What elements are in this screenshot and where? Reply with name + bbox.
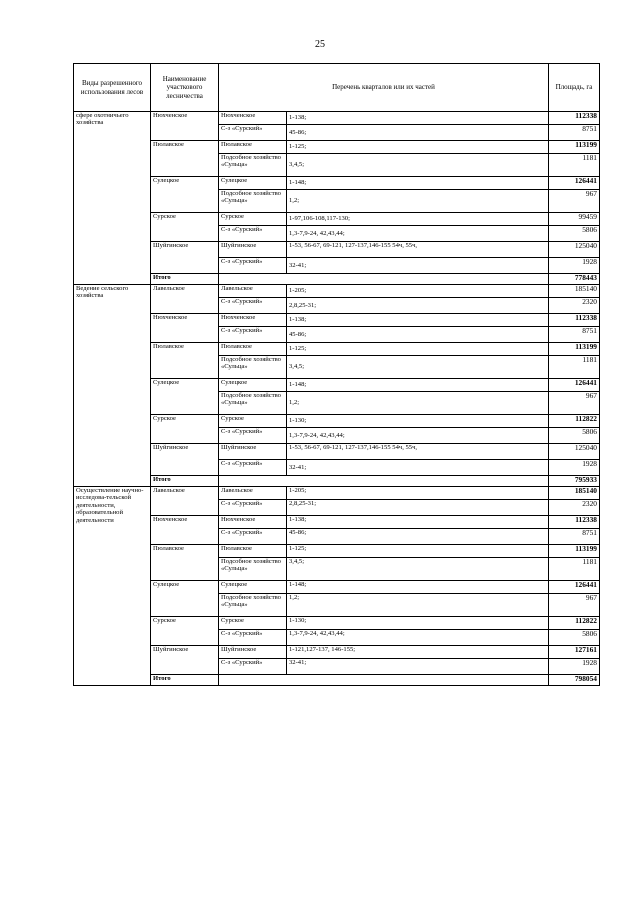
area-cell: 8751 <box>549 125 600 141</box>
quarter-range-cell: 1-148; <box>287 581 549 594</box>
quarter-range-cell: 1-97,106-108,117-130; <box>287 213 549 226</box>
forestry-cell: Сулецкое <box>151 177 219 213</box>
area-cell: 113199 <box>549 545 600 558</box>
subdivision-cell: Подсобное хозяйство «Сульца» <box>219 392 287 415</box>
quarter-range-cell: 1-125; <box>287 141 549 154</box>
use-type-cell: Ведение сельского хозяйства <box>74 285 151 487</box>
area-cell: 127161 <box>549 646 600 659</box>
header-row <box>74 64 600 112</box>
use-type-cell: Осуществление научно-исследова-тельской деятельности, образовательной деятельности <box>74 487 151 686</box>
area-cell: 5806 <box>549 226 600 242</box>
total-label: Итого <box>151 476 219 487</box>
forestry-cell: Нюхченское <box>151 314 219 343</box>
area-cell: 126441 <box>549 581 600 594</box>
forestry-cell: Нюхченское <box>151 112 219 141</box>
header-forestry: Наименование участкового лесничества <box>151 64 219 112</box>
forestry-cell: Пюлавское <box>151 343 219 379</box>
subdivision-cell: Нюхченское <box>219 314 287 327</box>
subdivision-cell: Нюхченское <box>219 516 287 529</box>
quarter-range-cell: 1-148; <box>287 177 549 190</box>
use-type-cell: сфере охотничьего хозяйства <box>74 112 151 285</box>
area-cell: 112338 <box>549 112 600 125</box>
total-label: Итого <box>151 274 219 285</box>
area-cell: 126441 <box>549 177 600 190</box>
page-number: 25 <box>315 39 325 50</box>
area-cell: 2320 <box>549 500 600 516</box>
table-row <box>74 444 600 460</box>
forestry-cell: Пюлавское <box>151 545 219 581</box>
area-cell: 112338 <box>549 516 600 529</box>
table-row <box>74 213 600 226</box>
subdivision-cell: С-з «Сурский» <box>219 226 287 242</box>
subdivision-cell: Сурское <box>219 617 287 630</box>
forestry-cell: Пюлавское <box>151 141 219 177</box>
total-empty-cell <box>219 476 549 487</box>
quarter-range-cell: 1-148; <box>287 379 549 392</box>
subdivision-cell: С-з «Сурский» <box>219 529 287 545</box>
area-cell: 112822 <box>549 415 600 428</box>
area-cell: 1181 <box>549 558 600 581</box>
table-row <box>74 242 600 258</box>
subdivision-cell: С-з «Сурский» <box>219 630 287 646</box>
area-cell: 125040 <box>549 444 600 460</box>
quarter-range-cell: 1-125; <box>287 343 549 356</box>
subdivision-cell: Сулецкое <box>219 177 287 190</box>
table-row <box>74 545 600 558</box>
table-row <box>74 177 600 190</box>
subdivision-cell: Подсобное хозяйство «Сульца» <box>219 154 287 177</box>
forestry-cell: Лавельское <box>151 285 219 314</box>
forestry-cell: Шуйгинское <box>151 242 219 274</box>
quarter-range-cell: 45-86; <box>287 327 549 343</box>
area-cell: 967 <box>549 392 600 415</box>
area-cell: 8751 <box>549 529 600 545</box>
subdivision-cell: Шуйгинское <box>219 242 287 258</box>
quarter-range-cell: 2,8,25-31; <box>287 298 549 314</box>
forestry-cell: Шуйгинское <box>151 646 219 675</box>
subdivision-cell: Сулецкое <box>219 581 287 594</box>
total-row <box>74 675 600 686</box>
area-cell: 1928 <box>549 258 600 274</box>
quarter-range-cell: 45-86; <box>287 529 549 545</box>
quarter-range-cell: 3,4,5; <box>287 558 549 581</box>
subdivision-cell: С-з «Сурский» <box>219 500 287 516</box>
subdivision-cell: Пюлавское <box>219 545 287 558</box>
area-cell: 99459 <box>549 213 600 226</box>
quarter-range-cell: 3,4,5; <box>287 356 549 379</box>
quarter-range-cell: 1,2; <box>287 594 549 617</box>
area-cell: 5806 <box>549 630 600 646</box>
subdivision-cell: Пюлавское <box>219 343 287 356</box>
forest-use-table <box>73 63 600 686</box>
quarter-range-cell: 1-138; <box>287 516 549 529</box>
total-empty-cell <box>219 675 549 686</box>
subdivision-cell: Подсобное хозяйство «Сульца» <box>219 356 287 379</box>
quarter-range-cell: 1,3-7,9-24, 42,43,44; <box>287 226 549 242</box>
total-area-cell: 798054 <box>549 675 600 686</box>
subdivision-cell: С-з «Сурский» <box>219 327 287 343</box>
quarter-range-cell: 1-125; <box>287 545 549 558</box>
total-area-cell: 795933 <box>549 476 600 487</box>
subdivision-cell: С-з «Сурский» <box>219 659 287 675</box>
subdivision-cell: Сурское <box>219 415 287 428</box>
area-cell: 112822 <box>549 617 600 630</box>
quarter-range-cell: 1,3-7,9-24, 42,43,44; <box>287 630 549 646</box>
table-row <box>74 617 600 630</box>
quarter-range-cell: 1-130; <box>287 617 549 630</box>
subdivision-cell: Сурское <box>219 213 287 226</box>
quarter-range-cell: 32-41; <box>287 258 549 274</box>
table-body <box>74 112 600 686</box>
area-cell: 185140 <box>549 487 600 500</box>
area-cell: 2320 <box>549 298 600 314</box>
area-cell: 5806 <box>549 428 600 444</box>
subdivision-cell: Шуйгинское <box>219 444 287 460</box>
area-cell: 967 <box>549 594 600 617</box>
header-area: Площадь, га <box>549 64 600 112</box>
subdivision-cell: Нюхченское <box>219 112 287 125</box>
area-cell: 125040 <box>549 242 600 258</box>
header-quarters: Перечень кварталов или их частей <box>219 64 549 112</box>
table-row <box>74 314 600 327</box>
quarter-range-cell: 1-130; <box>287 415 549 428</box>
table-row <box>74 415 600 428</box>
quarter-range-cell: 3,4,5; <box>287 154 549 177</box>
forestry-cell: Сулецкое <box>151 379 219 415</box>
total-area-cell: 778443 <box>549 274 600 285</box>
area-cell: 967 <box>549 190 600 213</box>
total-row <box>74 274 600 285</box>
quarter-range-cell: 1-138; <box>287 112 549 125</box>
area-cell: 1928 <box>549 460 600 476</box>
forestry-cell: Нюхченское <box>151 516 219 545</box>
total-row <box>74 476 600 487</box>
table-row <box>74 112 600 125</box>
area-cell: 8751 <box>549 327 600 343</box>
forestry-cell: Лавельское <box>151 487 219 516</box>
area-cell: 113199 <box>549 343 600 356</box>
forestry-cell: Сурское <box>151 415 219 444</box>
area-cell: 185140 <box>549 285 600 298</box>
subdivision-cell: С-з «Сурский» <box>219 258 287 274</box>
quarter-range-cell: 32-41; <box>287 659 549 675</box>
subdivision-cell: Подсобное хозяйство «Сульца» <box>219 190 287 213</box>
subdivision-cell: Шуйгинское <box>219 646 287 659</box>
subdivision-cell: С-з «Сурский» <box>219 298 287 314</box>
quarter-range-cell: 1-53, 56-67, 69-121, 127-137,146-155 54ч, 55ч, <box>287 242 549 258</box>
table-row <box>74 141 600 154</box>
quarter-range-cell: 1-121,127-137, 146-155; <box>287 646 549 659</box>
area-cell: 113199 <box>549 141 600 154</box>
subdivision-cell: С-з «Сурский» <box>219 125 287 141</box>
subdivision-cell: С-з «Сурский» <box>219 428 287 444</box>
quarter-range-cell: 45-86; <box>287 125 549 141</box>
subdivision-cell: Подсобное хозяйство «Сульца» <box>219 594 287 617</box>
table-row <box>74 343 600 356</box>
forestry-cell: Сурское <box>151 617 219 646</box>
subdivision-cell: С-з «Сурский» <box>219 460 287 476</box>
forestry-cell: Сурское <box>151 213 219 242</box>
quarter-range-cell: 1,2; <box>287 392 549 415</box>
table-row <box>74 487 600 500</box>
quarter-range-cell: 1,2; <box>287 190 549 213</box>
quarter-range-cell: 1-205; <box>287 487 549 500</box>
table-row <box>74 285 600 298</box>
forestry-cell: Сулецкое <box>151 581 219 617</box>
subdivision-cell: Лавельское <box>219 285 287 298</box>
total-empty-cell <box>219 274 549 285</box>
quarter-range-cell: 1,3-7,9-24, 42,43,44; <box>287 428 549 444</box>
subdivision-cell: Сулецкое <box>219 379 287 392</box>
quarter-range-cell: 1-53, 56-67, 69-121, 127-137,146-155 54ч, 55ч, <box>287 444 549 460</box>
quarter-range-cell: 1-205; <box>287 285 549 298</box>
area-cell: 126441 <box>549 379 600 392</box>
subdivision-cell: Пюлавское <box>219 141 287 154</box>
table-row <box>74 516 600 529</box>
quarter-range-cell: 32-41; <box>287 460 549 476</box>
area-cell: 1181 <box>549 356 600 379</box>
forestry-cell: Шуйгинское <box>151 444 219 476</box>
header-use-type: Виды разрешенного использования лесов <box>74 64 151 112</box>
table-row <box>74 379 600 392</box>
area-cell: 1181 <box>549 154 600 177</box>
table-row <box>74 581 600 594</box>
table-row <box>74 646 600 659</box>
area-cell: 112338 <box>549 314 600 327</box>
subdivision-cell: Подсобное хозяйство «Сульца» <box>219 558 287 581</box>
quarter-range-cell: 2,8,25-31; <box>287 500 549 516</box>
area-cell: 1928 <box>549 659 600 675</box>
quarter-range-cell: 1-138; <box>287 314 549 327</box>
subdivision-cell: Лавельское <box>219 487 287 500</box>
total-label: Итого <box>151 675 219 686</box>
